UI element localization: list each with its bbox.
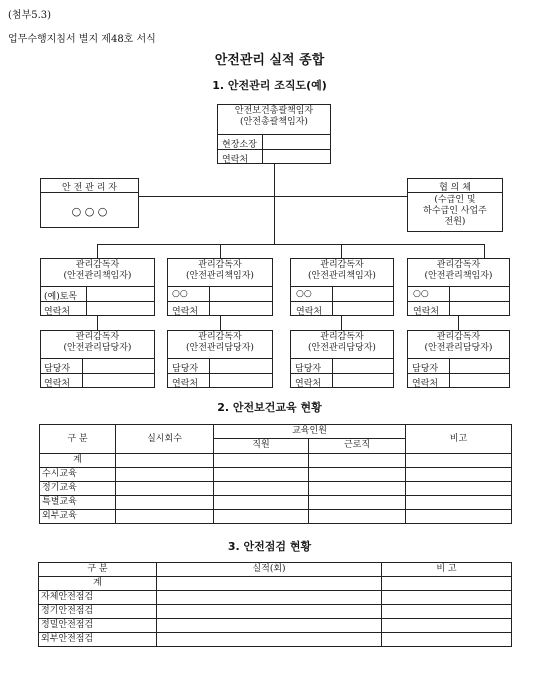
attachment-label: (첨부5.3) [8,10,52,21]
staff-cell[interactable] [214,510,309,524]
row-label: 정밀안전점검 [39,619,157,633]
table-row [40,468,512,482]
manager-title: 관리감독자 [320,260,364,270]
safety-manager-header: 안 전 관 리 자 [62,183,117,193]
staff-person-label: 담당자 [412,364,439,374]
staff-cell[interactable] [214,468,309,482]
manager-title: 관리감독자 [198,260,242,270]
table-row [39,577,512,591]
row-label: 계 [40,454,116,468]
remarks-cell[interactable] [406,496,512,510]
staff-title: 관리감독자 [198,332,242,342]
section2-title: 2. 안전보건교육 현황 [217,401,322,414]
result-cell[interactable] [157,591,382,605]
inspection-table [38,562,512,647]
manager-title: 관리감독자 [75,260,120,270]
table-row [40,454,512,468]
manager-subtitle: (안전관리책임자) [186,271,254,281]
row-label: 정기교육 [40,482,116,496]
manager-subtitle: (안전관리책임자) [63,271,132,281]
remarks-cell[interactable] [382,605,512,619]
manager-field-label: (예)토목 [44,292,78,302]
manager-subtitle: (안전관리책임자) [424,271,493,281]
row-label: 수시교육 [40,468,116,482]
header-trainees: 교육인원 [214,425,406,439]
workers-cell[interactable] [309,510,406,524]
remarks-cell[interactable] [406,510,512,524]
section3-title: 3. 안전점검 현황 [227,540,312,553]
table-row [40,510,512,524]
header-category: 구 분 [40,425,116,454]
chief-officer-subtitle: (안전총괄책임자) [240,117,308,127]
manager-field-label: ○○ [413,289,429,299]
site-manager-label: 현장소장 [222,140,257,150]
staff-title: 관리감독자 [320,332,364,342]
row-label: 자체안전점검 [39,591,157,605]
staff-cell[interactable] [214,482,309,496]
staff-person-label: 담당자 [44,364,71,374]
contact-label: 연락처 [222,155,249,165]
remarks-cell[interactable] [382,577,512,591]
remarks-cell[interactable] [382,591,512,605]
workers-cell[interactable] [309,482,406,496]
header-remarks: 비고 [406,425,512,454]
education-table [39,424,512,524]
staff-subtitle: (안전관리담당자) [424,343,493,353]
staff-subtitle: (안전관리담당자) [308,343,376,353]
remarks-cell[interactable] [406,468,512,482]
row-label: 외부안전점검 [39,633,157,647]
table-row [39,605,512,619]
result-cell[interactable] [157,605,382,619]
row-label: 정기안전점검 [39,605,157,619]
staff-title: 관리감독자 [436,332,481,342]
row-label: 계 [39,577,157,591]
result-cell[interactable] [157,633,382,647]
header-count: 실시회수 [116,425,214,454]
table-row [40,482,512,496]
remarks-cell[interactable] [382,619,512,633]
manager-contact-label: 연락처 [172,307,199,317]
council-line2: 하수급인 사업주 [423,206,487,216]
table-row [40,496,512,510]
staff-cell[interactable] [214,496,309,510]
staff-title: 관리감독자 [75,332,120,342]
workers-cell[interactable] [309,454,406,468]
staff-contact-label: 연락처 [44,379,71,389]
council-line3: 전원) [444,217,466,227]
manager-subtitle: (안전관리책임자) [308,271,376,281]
section1-title: 1. 안전관리 조직도(예) [212,79,327,92]
remarks-cell[interactable] [406,454,512,468]
page-title: 안전관리 실적 종합 [214,53,325,68]
staff-subtitle: (안전관리담당자) [63,343,132,353]
count-cell[interactable] [116,510,214,524]
manager-field-label: ○○ [296,289,312,299]
count-cell[interactable] [116,496,214,510]
safety-manager-name: ○ ○ ○ [71,205,108,218]
workers-cell[interactable] [309,496,406,510]
count-cell[interactable] [116,468,214,482]
manager-field-label: ○○ [172,289,188,299]
remarks-cell[interactable] [406,482,512,496]
remarks-cell[interactable] [382,633,512,647]
manager-contact-label: 연락처 [296,307,323,317]
result-cell[interactable] [157,619,382,633]
staff-person-label: 담당자 [295,364,322,374]
staff-contact-label: 연락처 [172,379,199,389]
table-row [39,633,512,647]
workers-cell[interactable] [309,468,406,482]
chief-officer-title: 안전보건총괄책임자 [234,106,314,116]
count-cell[interactable] [116,454,214,468]
staff-contact-label: 연락처 [295,379,322,389]
form-reference: 업무수행지침서 별지 제48호 서식 [8,34,156,45]
council-header: 협 의 체 [439,183,471,193]
table-row [39,591,512,605]
header-staff: 직원 [214,438,309,453]
table-row [39,619,512,633]
manager-title: 관리감독자 [436,260,481,270]
count-cell[interactable] [116,482,214,496]
header-category: 구 분 [39,563,157,577]
header-result: 실적(회) [157,563,382,577]
manager-contact-label: 연락처 [413,307,440,317]
header-workers: 근로직 [309,438,406,453]
manager-contact-label: 연락처 [44,307,71,317]
staff-cell[interactable] [214,454,309,468]
row-label: 외부교육 [40,510,116,524]
result-cell[interactable] [157,577,382,591]
staff-contact-label: 연락처 [412,379,439,389]
header-remarks: 비 고 [382,563,512,577]
row-label: 특별교육 [40,496,116,510]
staff-person-label: 담당자 [172,364,199,374]
council-line1: (수급인 및 [434,195,476,205]
staff-subtitle: (안전관리담당자) [186,343,254,353]
